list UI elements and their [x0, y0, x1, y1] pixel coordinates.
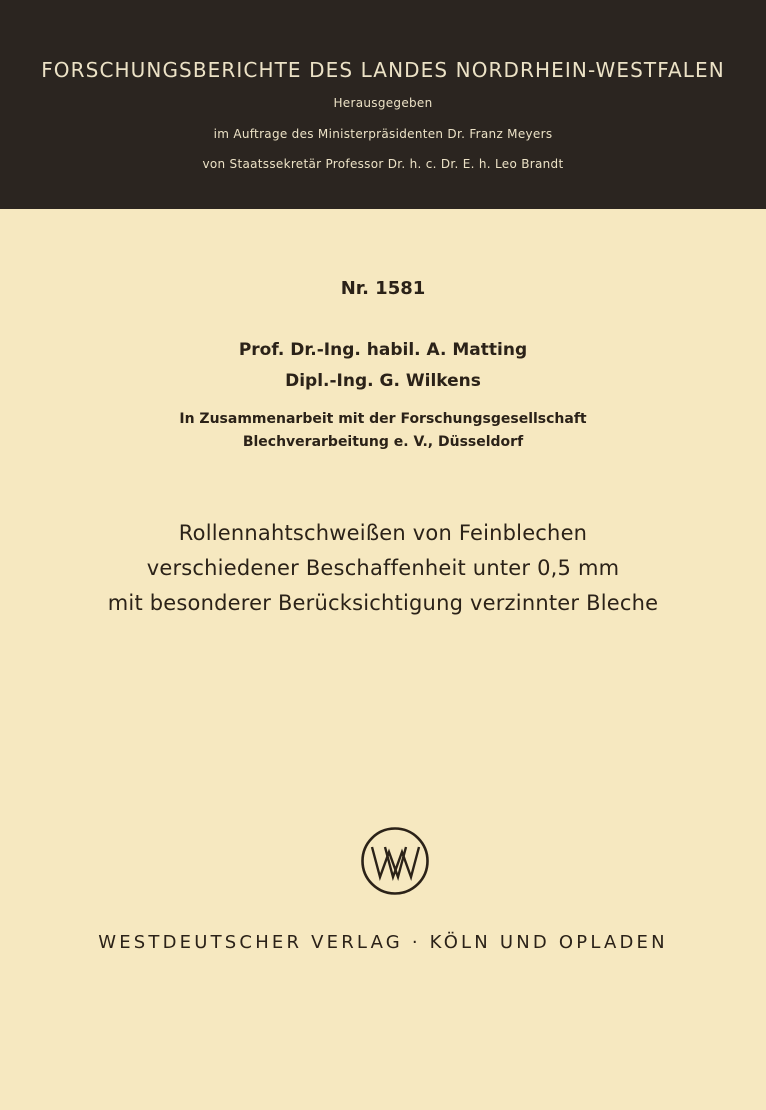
issue-number: Nr. 1581 — [340, 278, 426, 299]
book-title-line-2: verschiedener Beschaffenheit unter 0,5 mm — [146, 556, 620, 580]
book-title-line-3: mit besonderer Berücksichtigung verzinnter Bleche — [107, 591, 659, 615]
editor-line-herausgegeben: Herausgegeben — [333, 96, 433, 110]
collaboration-line-2: Blechverarbeitung e. V., Düsseldorf — [242, 434, 524, 450]
author-1: Prof. Dr.-Ing. habil. A. Matting — [238, 340, 528, 360]
header-band — [0, 0, 766, 209]
book-title-line-1: Rollennahtschweißen von Feinblechen — [178, 521, 588, 545]
series-title: FORSCHUNGSBERICHTE DES LANDES NORDRHEIN-WESTFALEN — [41, 58, 725, 82]
collaboration-line-1: In Zusammenarbeit mit der Forschungsgesellschaft — [179, 411, 587, 427]
publisher-logo-icon — [359, 825, 431, 897]
editor-line-staatssekretaer: von Staatssekretär Professor Dr. h. c. Dr. E. h. Leo Brandt — [202, 157, 564, 171]
publisher-line: WESTDEUTSCHER VERLAG · KÖLN UND OPLADEN — [98, 932, 668, 953]
author-2: Dipl.-Ing. G. Wilkens — [285, 371, 481, 391]
editor-line-minister: im Auftrage des Ministerpräsidenten Dr. Franz Meyers — [213, 127, 553, 141]
